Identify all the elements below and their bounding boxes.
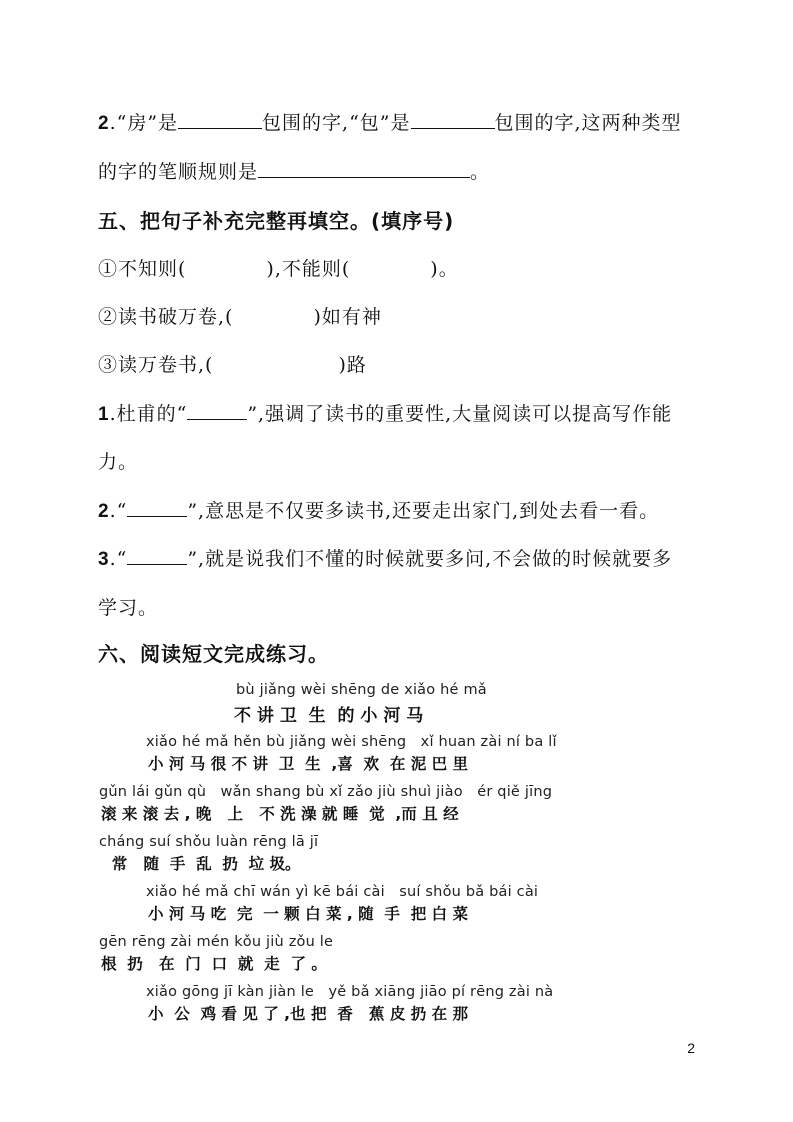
answer-blank[interactable] — [178, 109, 262, 129]
answer-blank[interactable] — [127, 545, 187, 565]
q2-line-2 — [98, 157, 753, 184]
question-number: 3 — [98, 549, 110, 570]
item-1-text-b: ),不能则( — [266, 258, 351, 280]
item-1 — [98, 254, 753, 281]
s5-q3-line-2: 学习。 — [98, 597, 159, 619]
story-line-4-pinyin: xiǎo hé mǎ chī wán yì kē bái cài suí shǒu bǎ bái cài — [146, 884, 539, 900]
q2-text-4: 的字的笔顺规则是 — [98, 161, 259, 183]
question-number: 2 — [98, 113, 110, 134]
story-title-pinyin: bù jiǎng wèi shēng de xiǎo hé mǎ — [236, 682, 487, 698]
page-number: 2 — [687, 1040, 695, 1056]
item-2-text-a: ②读书破万卷,( — [98, 306, 234, 328]
s5-q3-line-1 — [98, 544, 753, 571]
s5-q1-text-a: .杜甫的“ — [109, 403, 188, 425]
q2-text-1: .“房”是 — [109, 112, 179, 134]
story-line-5-pinyin: gēn rēng zài mén kǒu jiù zǒu le — [99, 934, 334, 950]
s5-q3-text-a: .“ — [109, 548, 128, 570]
question-number: 2 — [98, 501, 110, 522]
item-3 — [98, 350, 753, 377]
item-1-text-a: ①不知则( — [98, 258, 187, 280]
q2-text-5: 。 — [470, 161, 491, 183]
s5-q1-line-2: 力。 — [98, 451, 139, 473]
q2-text-2: 包围的字,“包”是 — [262, 112, 411, 134]
section-5-heading: 五、把句子补充完整再填空。(填序号) — [98, 209, 455, 233]
question-number: 1 — [98, 404, 110, 425]
s5-q2-line — [98, 496, 753, 523]
answer-blank[interactable] — [127, 497, 187, 517]
story-line-5-text: 根 扔 在 门 口 就 走 了 。 — [101, 955, 327, 973]
story-line-6-pinyin: xiǎo gōng jī kàn jiàn le yě bǎ xiāng jiāo pí rēng zài nà — [146, 984, 554, 1000]
item-1-text-c: )。 — [430, 258, 459, 280]
story-line-3-pinyin: cháng suí shǒu luàn rēng lā jī — [99, 834, 319, 850]
q2-line-1 — [98, 108, 753, 135]
story-line-4-text: 小 河 马 吃 完 一 颗 白 菜 , 随 手 把 白 菜 — [148, 905, 469, 923]
story-line-2-pinyin: gǔn lái gǔn qù wǎn shang bù xǐ zǎo jiù shuì jiào ér qiě jīng — [99, 784, 553, 800]
s5-q3-text-b: ”,就是说我们不懂的时候就要多问,不会做的时候就要多 — [187, 548, 673, 570]
story-line-1-text: 小 河 马 很 不 讲 卫 生 ,喜 欢 在 泥 巴 里 — [148, 755, 469, 773]
item-3-text-a: ③读万卷书,( — [98, 354, 214, 376]
story-line-6-text: 小 公 鸡 看 见 了 ,也 把 香 蕉 皮 扔 在 那 — [148, 1005, 469, 1023]
story-line-1-pinyin: xiǎo hé mǎ hěn bù jiǎng wèi shēng xǐ huan zài ní ba lǐ — [146, 734, 557, 750]
item-2-text-b: )如有神 — [313, 306, 382, 328]
s5-q2-text-b: ”,意思是不仅要多读书,还要走出家门,到处去看一看。 — [187, 500, 660, 522]
s5-q1-text-b: ”,强调了读书的重要性,大量阅读可以提高写作能 — [247, 403, 673, 425]
answer-blank[interactable] — [258, 158, 470, 178]
item-2 — [98, 302, 753, 329]
s5-q1-line-1 — [98, 399, 753, 426]
answer-blank[interactable] — [187, 400, 247, 420]
story-title: 不 讲 卫 生 的 小 河 马 — [234, 706, 424, 726]
section-6-heading: 六、阅读短文完成练习。 — [98, 642, 329, 666]
story-line-3-text: 常 随 手 乱 扔 垃 圾。 — [101, 855, 301, 873]
item-3-text-b: )路 — [338, 354, 367, 376]
s5-q2-text-a: .“ — [109, 500, 128, 522]
q2-text-3: 包围的字,这两种类型 — [494, 112, 682, 134]
story-line-2-text: 滚 来 滚 去 , 晚 上 不 洗 澡 就 睡 觉 ,而 且 经 — [101, 805, 459, 823]
answer-blank[interactable] — [411, 109, 495, 129]
